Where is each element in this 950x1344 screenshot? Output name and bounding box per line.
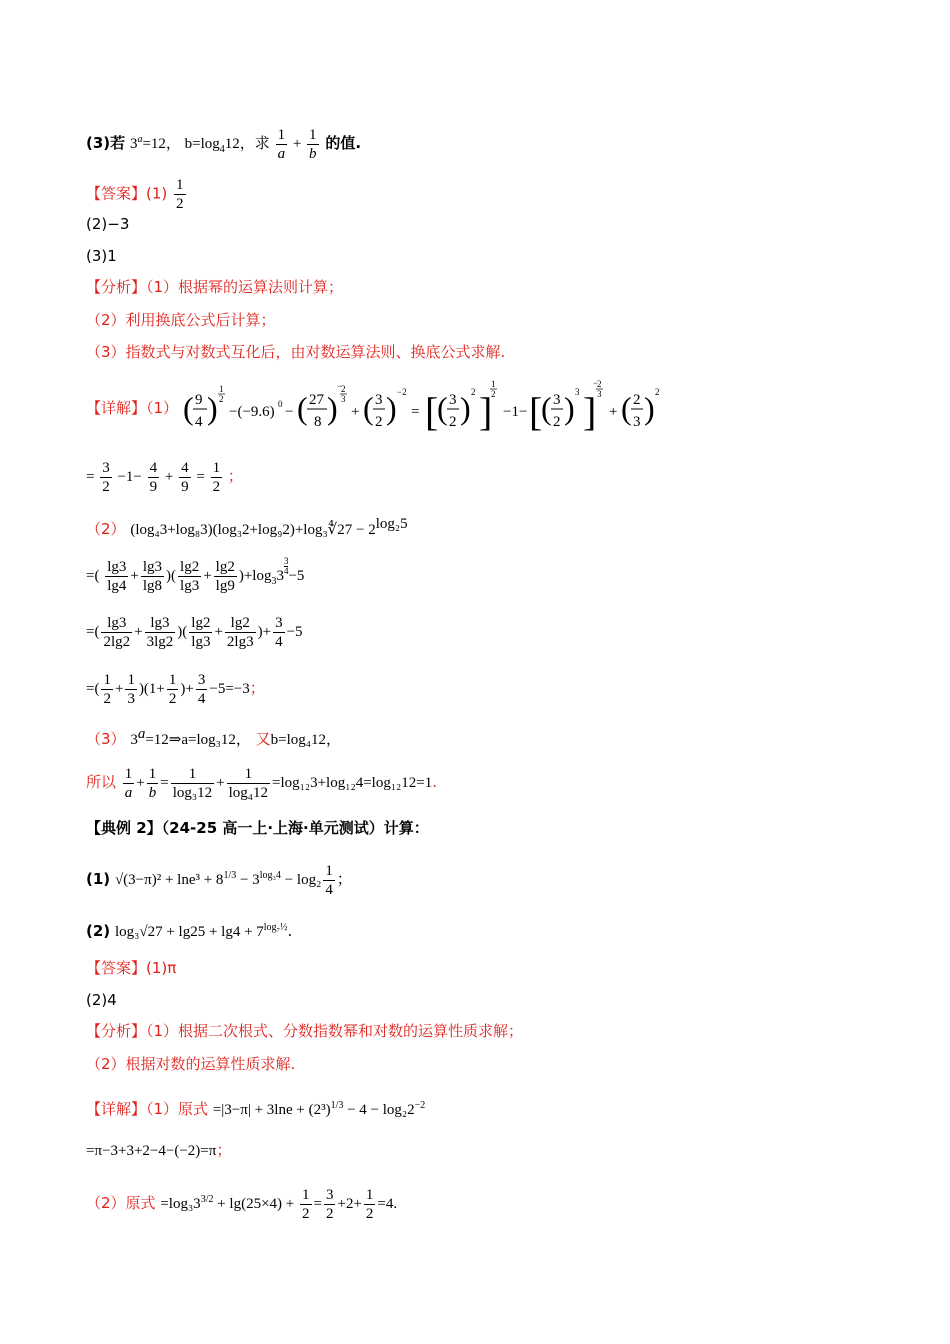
answer-label: 【答案】 [86, 184, 147, 203]
svg-text:+: + [608, 404, 618, 420]
svg-text:2: 2 [340, 384, 346, 394]
svg-text:2: 2 [632, 392, 641, 408]
q3-tail: 的值. [325, 133, 362, 152]
svg-text:2: 2 [374, 414, 383, 430]
q3-exp: a [137, 133, 143, 145]
detail-line-1 [86, 378, 743, 438]
analysis-line-1: 【分析】（1）根据幂的运算法则计算； [86, 278, 344, 296]
detail-3-line-2: 所以 $\frac{1}{a}$ + $\frac{1}{b}$ = $\frac{1}{\text{log₃12}}$ + $\frac{1}{\text{log₄12}}$ =log₁₂3+log₁₂4=log₁₂12=1. [86, 766, 438, 802]
ex2-answer-1: 【答案】(1)π [86, 959, 177, 977]
svg-text:2: 2 [654, 387, 660, 397]
q3-b-eq: b=log [184, 135, 220, 152]
svg-text:27: 27 [308, 392, 324, 408]
svg-text:[: [ [424, 389, 439, 434]
detail-1-formula [183, 379, 743, 439]
svg-text:=: = [410, 404, 420, 420]
svg-text:2: 2 [448, 414, 457, 430]
detail-label: 【详解】（1） [86, 399, 179, 417]
ex2-detail-2: =π−3+3+2−4−(−2)=π； [86, 1141, 232, 1159]
detail-2-line-1 [86, 514, 408, 540]
svg-text:−1−: −1− [502, 404, 528, 420]
answer-part1: (1) [146, 184, 168, 203]
answer-line-1 [86, 176, 188, 213]
ex2-analysis-1: 【分析】（1）根据二次根式、分数指数幂和对数的运算性质求解； [86, 1022, 524, 1040]
q3-b-sub: 4 [219, 143, 225, 155]
svg-text:): ) [459, 390, 471, 426]
svg-text:−(−9.6): −(−9.6) [228, 404, 275, 420]
ex2-detail-1: 【详解】（1）原式 $=|3-\pi| + 3\ln e + (2^3)^{1/3} - 4 - \log_22^{-2}$ [86, 1100, 426, 1118]
svg-text:(: ( [436, 390, 448, 426]
analysis-line-3: （3）指数式与对数式互化后，由对数运算法则、换底公式求解. [86, 343, 506, 361]
detail-2-expr: (log₄3+log₈3)(log₃2+log₉2)+log₃∜27 − 2 [130, 522, 376, 538]
detail-2-sup: log₂5 [375, 516, 408, 532]
svg-text:2: 2 [470, 387, 476, 397]
analysis-line-2: （2）利用换底公式后计算； [86, 311, 276, 329]
detail-2-line-3: =( $\frac{\lg 3}{2\lg 2}$ + $\frac{\lg 3}{3\lg 2}$ )( $\frac{\lg 2}{\lg 3}$ + $\frac{\lg 2}{2\lg 3}$ )+ $\frac{3}{4}$ −5 [86, 615, 303, 651]
q3-frac-b: $\frac{1}{b}$ [309, 127, 317, 162]
svg-text:3: 3 [552, 392, 561, 408]
example-2-title: 【典例 2】（24-25 高一上·上海·单元测试）计算： [86, 819, 429, 837]
svg-text:3: 3 [574, 387, 580, 397]
svg-text:(: ( [362, 390, 374, 426]
detail-2-label: （2） [86, 520, 126, 538]
detail-2-line-4: =( $\frac{1}{2}$ + $\frac{1}{3}$ )(1+ $\frac{1}{2}$ )+ $\frac{3}{4}$ −5=−3； [86, 672, 265, 708]
ex2-q2: (2) $\log_3√27 + \lg 25 + \lg 4 + 7^{log_7\frac{1}{2}}$. [86, 922, 293, 940]
svg-text:1: 1 [490, 379, 496, 389]
svg-text:8: 8 [313, 414, 322, 430]
svg-text:3: 3 [340, 394, 346, 404]
svg-text:(: ( [540, 390, 552, 426]
svg-text:4: 4 [194, 414, 203, 430]
svg-text:3: 3 [374, 392, 383, 408]
svg-text:3: 3 [596, 389, 602, 399]
svg-text:9: 9 [194, 392, 203, 408]
svg-text:−2: −2 [396, 387, 407, 397]
svg-text:2: 2 [490, 389, 496, 399]
svg-text:): ) [643, 390, 655, 426]
detail-3-line-1: （3） $3^a=12\Rightarrow a=\log_312$， 又b=log₄12， [86, 726, 342, 748]
svg-text:0: 0 [277, 399, 283, 409]
svg-text:(: ( [296, 390, 308, 426]
detail-line-2: = $\frac{3}{2}$ −1− $\frac{4}{9}$ + $\frac{4}{9}$ = $\frac{1}{2}$ ； [86, 460, 243, 496]
answer-line-2: (2)−3 [86, 215, 130, 233]
ex2-analysis-2: （2）根据对数的运算性质求解. [86, 1055, 296, 1073]
svg-text:3: 3 [448, 392, 457, 408]
svg-text:): ) [326, 390, 338, 426]
q3-base: 3 [129, 135, 138, 152]
svg-text:(: ( [182, 390, 194, 426]
q3-eq-rest: =12， [142, 135, 181, 152]
svg-text:): ) [385, 390, 397, 426]
q3-line [86, 126, 361, 163]
ex2-answer-2: (2)4 [86, 991, 117, 1009]
answer-line-3: (3)1 [86, 247, 117, 265]
ex2-q1: (1) $√(3-\pi)^2 + \ln e^3 + 8^{1/3} - 3^{log_34} - \log_2$ $\frac{1}{4}$ ； [86, 863, 352, 899]
q3-plus: + [292, 135, 302, 152]
q3-b-rest: 12，求 [224, 135, 270, 152]
svg-text:): ) [206, 390, 218, 426]
svg-text:−: − [336, 381, 342, 391]
svg-text:(: ( [620, 390, 632, 426]
svg-text:−: − [592, 379, 598, 388]
svg-text:[: [ [528, 389, 543, 434]
svg-text:]: ] [582, 389, 597, 434]
svg-text:]: ] [478, 389, 493, 434]
q3-label: (3)若 [86, 133, 126, 152]
detail-2-line-2: =( $\frac{\lg 3}{\lg 4}$ + $\frac{\lg 3}{\lg 8}$ )( $\frac{\lg 2}{\lg 3}$ + $\frac{\lg 2}{\lg 9}$ )$+\log_33$ $\frac{3}{4}$ −5 [86, 556, 305, 595]
svg-text:1: 1 [218, 384, 224, 394]
ex2-detail-3: （2）原式 $=\log_33^{3/2} + \lg(25\times 4)$ + $\frac{1}{2}$ = $\frac{3}{2}$ +2+ $\frac{1}{2}$ =4. [86, 1187, 398, 1223]
svg-text:−: − [284, 404, 294, 420]
svg-text:+: + [350, 404, 360, 420]
answer-frac: $\frac{1}{2}$ [176, 177, 184, 212]
svg-text:3: 3 [632, 414, 641, 430]
svg-text:2: 2 [218, 394, 224, 404]
svg-text:2: 2 [552, 414, 561, 430]
svg-text:2: 2 [596, 379, 602, 389]
q3-frac-a: $\frac{1}{a}$ [277, 127, 286, 162]
svg-text:): ) [563, 390, 575, 426]
